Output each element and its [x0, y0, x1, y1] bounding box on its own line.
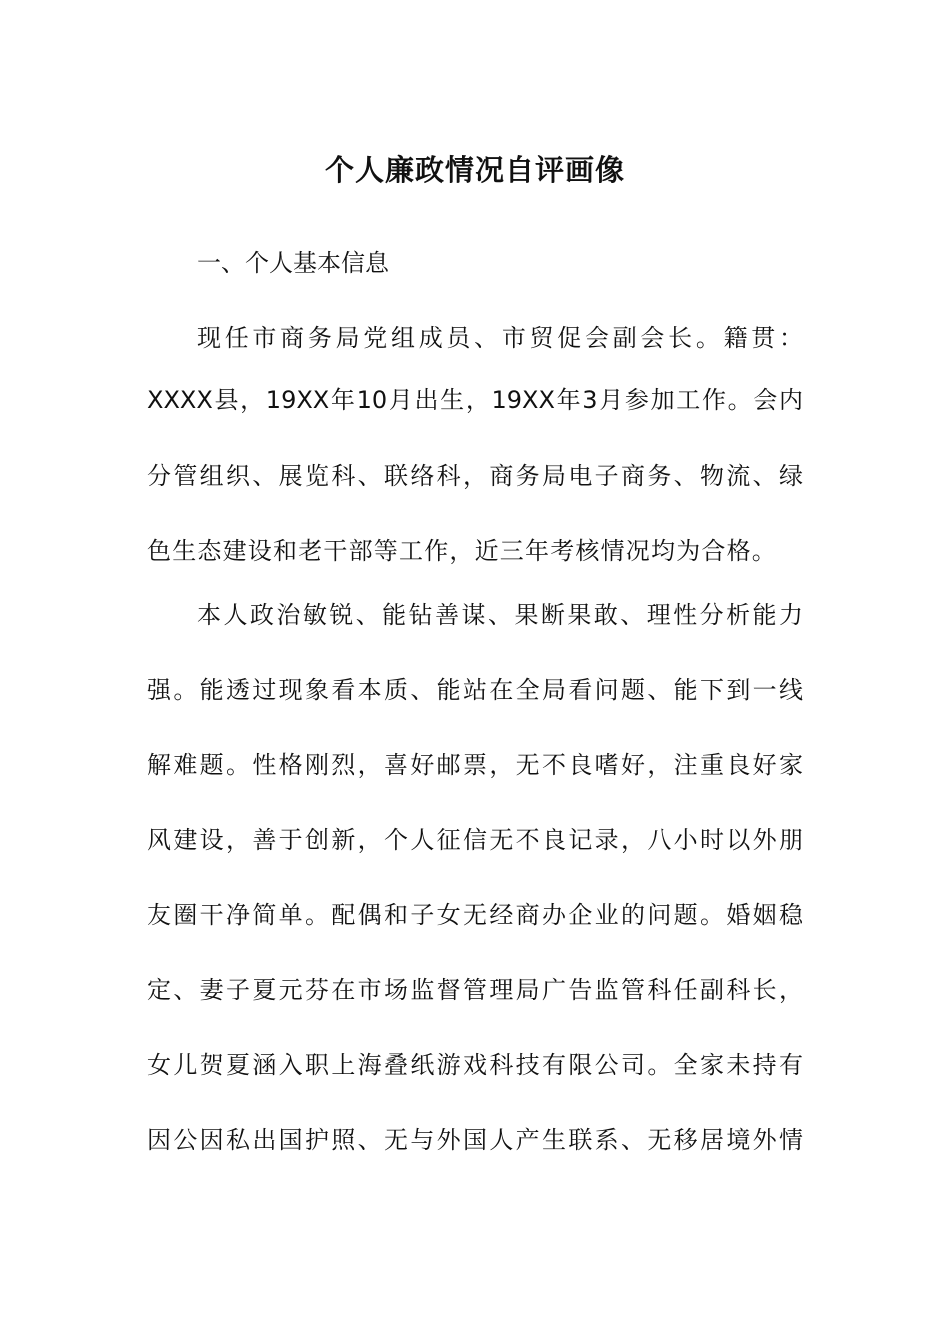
paragraph-line: 解​难​题​。​性​格​刚​烈​，​喜​好​邮​票​，​无​不​良​嗜​好​，​注​重​良​好​家 — [147, 751, 803, 779]
section-heading: 一、个人基本信息 — [197, 249, 389, 277]
paragraph-line: 本​人​政​治​敏​锐​、​能​钻​善​谋​、​果​断​果​敢​、​理​性​分​析​能​力 — [197, 601, 803, 629]
paragraph-line: 分​管​组​织​、​展​览​科​、​联​络​科​，​商​务​局​电​子​商​务​、​物​流​、​绿 — [147, 462, 803, 490]
document-title: 个人廉政情况自评画像 — [324, 153, 625, 187]
paragraph-line: 色生态建设和老干部等工作，近三年考核情况均为合格。 — [147, 537, 777, 565]
paragraph-line: 因​公​因​私​出​国​护​照​、​无​与​外​国​人​产​生​联​系​、​无​移​居​境​外​情 — [147, 1126, 803, 1154]
paragraph-line: 风​建​设​，​善​于​创​新​，​个​人​征​信​无​不​良​记​录​，​八​小​时​以​外​朋 — [147, 826, 803, 854]
paragraph-line: 女​儿​贺​夏​涵​入​职​上​海​叠​纸​游​戏​科​技​有​限​公​司​。​全​家​未​持​有 — [147, 1051, 803, 1079]
paragraph-line: 友​圈​干​净​简​单​。​配​偶​和​子​女​无​经​商​办​企​业​的​问​题​。​婚​姻​稳 — [147, 901, 803, 929]
paragraph-line: X​X​X​X​县​，​1​9​X​X​年​1​0​月​出​生​，​1​9​X​X​年​3​月​参​加​工​作​。​会​内 — [147, 386, 803, 414]
paragraph-line: 强​。​能​透​过​现​象​看​本​质​、​能​站​在​全​局​看​问​题​、​能​下​到​一​线 — [147, 676, 803, 704]
paragraph-line: 定​、​妻​子​夏​元​芬​在​市​场​监​督​管​理​局​广​告​监​管​科​任​副​科​长​， — [147, 976, 803, 1004]
paragraph-line: 现​任​市​商​务​局​党​组​成​员​、​市​贸​促​会​副​会​长​。​籍​贯​： — [197, 324, 803, 352]
